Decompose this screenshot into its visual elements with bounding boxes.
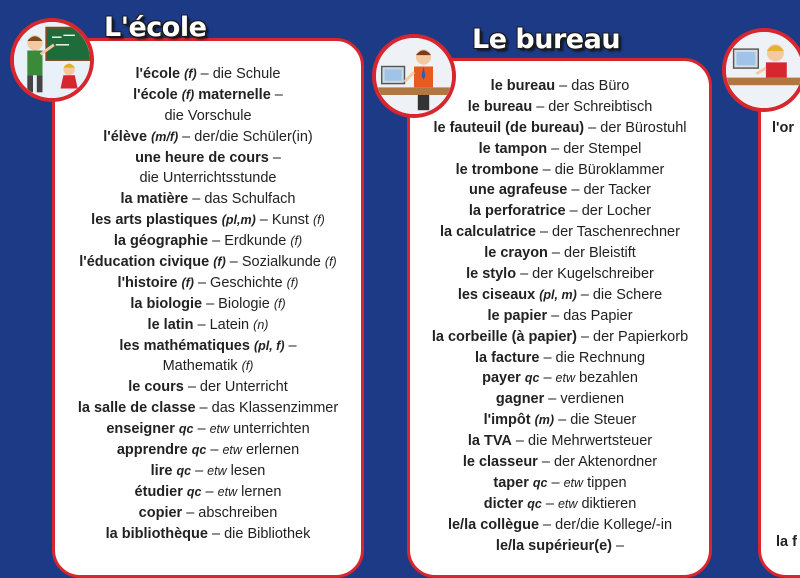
- vocab-line: [52, 524, 364, 545]
- vocab-segment: enseigner: [106, 421, 179, 438]
- vocab-line: [52, 273, 364, 294]
- vocab-line: [52, 294, 364, 315]
- vocab-segment: bezahlen: [575, 370, 638, 387]
- vocab-segment: tippen: [583, 474, 627, 491]
- vocab-segment: qc: [191, 443, 207, 458]
- vocab-segment: le papier: [487, 307, 548, 324]
- vocab-segment: gagner: [495, 391, 545, 408]
- vocab-segment: lernen: [237, 483, 282, 500]
- vocab-line: [410, 389, 710, 410]
- vocab-segment: payer: [482, 370, 525, 387]
- vocab-segment: – die Büroklammer: [538, 161, 665, 178]
- vocab-segment: – Geschichte: [193, 274, 287, 291]
- vocab-line: [52, 503, 364, 524]
- vocab-segment: etw: [209, 422, 230, 437]
- vocab-segment: – der Tacker: [567, 182, 651, 199]
- vocab-segment: qc: [186, 484, 202, 499]
- vocab-segment: –: [193, 421, 210, 438]
- vocab-segment: – die Mehrwertsteuer: [511, 433, 653, 450]
- third-panel-fragment-top: l'or: [772, 120, 794, 136]
- vocab-segment: (f): [184, 67, 197, 81]
- vocab-segment: apprendre: [116, 442, 192, 459]
- vocab-segment: – Biologie: [202, 295, 274, 312]
- vocab-segment: (f): [290, 234, 303, 249]
- vocab-line: [52, 210, 364, 231]
- vocab-segment: la biologie: [130, 295, 203, 312]
- vocab-segment: –: [547, 474, 564, 491]
- vocab-line: [410, 473, 710, 494]
- vocab-segment: la corbeille (à papier): [431, 328, 577, 345]
- vocab-segment: (f): [241, 359, 254, 374]
- vocab-line: [52, 148, 364, 169]
- vocab-segment: – der Taschenrechner: [535, 224, 680, 241]
- vocab-segment: taper: [493, 474, 533, 491]
- vocab-line: [52, 168, 364, 189]
- vocab-segment: etw: [217, 484, 238, 499]
- vocab-segment: (pl, m): [539, 287, 577, 302]
- vocab-segment: – der/die Kollege/-in: [539, 516, 673, 533]
- vocab-segment: le crayon: [484, 245, 548, 262]
- vocab-segment: – abschreiben: [182, 504, 278, 521]
- vocab-segment: le tampon: [478, 140, 548, 157]
- vocab-segment: –: [539, 370, 556, 387]
- vocab-line: [410, 201, 710, 222]
- vocab-segment: – Sozialkunde: [225, 254, 325, 271]
- vocab-line: [410, 515, 710, 536]
- vocab-segment: – der Aktenordner: [537, 454, 658, 471]
- vocab-line: [52, 189, 364, 210]
- vocab-line: [410, 118, 710, 139]
- vocab-segment: le/la collègue: [447, 516, 540, 533]
- vocab-segment: copier: [138, 504, 183, 521]
- vocab-segment: – der Unterricht: [183, 379, 288, 396]
- vocab-line: [52, 231, 364, 252]
- vocab-segment: la calculatrice: [440, 224, 536, 241]
- vocab-segment: – die Bibliothek: [207, 525, 311, 542]
- vocab-segment: – das Papier: [547, 307, 633, 324]
- vocab-segment: qc: [524, 371, 540, 386]
- vocab-line: [52, 377, 364, 398]
- vocab-line: [52, 356, 364, 377]
- vocab-segment: la géographie: [113, 233, 209, 250]
- vocab-line: [52, 461, 364, 482]
- vocab-segment: – der Kugelschreiber: [516, 266, 654, 283]
- vocab-segment: –: [201, 483, 218, 500]
- vocab-segment: (f): [181, 87, 195, 102]
- vocab-line: [52, 398, 364, 419]
- vocab-segment: l'école: [133, 86, 182, 103]
- vocab-line: [410, 180, 710, 201]
- panel-bureau-title: Le bureau: [472, 24, 621, 55]
- vocab-segment: (pl, f): [253, 338, 285, 353]
- vocab-segment: étudier: [134, 483, 187, 500]
- vocab-line: [410, 348, 710, 369]
- vocab-segment: qc: [532, 475, 548, 490]
- vocab-segment: la TVA: [467, 433, 512, 450]
- vocab-segment: – die Schule: [196, 66, 281, 82]
- vocab-segment: qc: [527, 496, 542, 511]
- vocab-segment: (pl,m): [221, 213, 256, 228]
- vocab-segment: le trombone: [455, 161, 539, 178]
- vocab-line: [410, 536, 710, 557]
- vocab-list-bureau: [410, 76, 710, 556]
- vocab-segment: (f): [286, 275, 299, 290]
- vocab-segment: la salle de classe: [77, 400, 196, 417]
- vocab-line: [52, 106, 364, 127]
- vocab-segment: –: [270, 86, 283, 103]
- vocab-segment: (f): [313, 213, 325, 228]
- vocab-line: [410, 139, 710, 160]
- vocab-segment: – die Steuer: [554, 412, 637, 429]
- vocab-segment: les ciseaux: [457, 286, 540, 303]
- vocab-segment: – der/die Schüler(in): [178, 128, 313, 145]
- vocab-segment: etw: [563, 475, 584, 490]
- vocab-segment: qc: [178, 422, 194, 437]
- vocab-segment: lire: [150, 462, 177, 479]
- vocab-segment: – die Schere: [576, 286, 663, 303]
- vocab-line: [52, 440, 364, 461]
- vocab-segment: – Erdkunde: [208, 233, 291, 250]
- vocab-segment: –: [206, 442, 223, 459]
- computer-user-illustration: [722, 28, 800, 112]
- vocab-segment: les arts plastiques: [91, 212, 222, 229]
- vocab-segment: – die Rechnung: [539, 349, 646, 366]
- vocab-segment: – der Papierkorb: [576, 328, 689, 345]
- vocab-segment: –: [191, 462, 208, 479]
- vocab-segment: die Unterrichtsstunde: [139, 170, 277, 187]
- vocab-segment: – verdienen: [544, 391, 625, 408]
- vocab-segment: –: [611, 537, 625, 554]
- vocab-segment: etw: [207, 463, 227, 478]
- vocab-segment: (f): [273, 296, 286, 311]
- vocab-segment: le cours: [128, 379, 184, 396]
- vocab-line: [52, 85, 364, 106]
- vocab-segment: – das Schulfach: [188, 191, 296, 208]
- vocab-segment: l'histoire: [117, 274, 182, 291]
- vocab-segment: le/la supérieur(e): [495, 537, 612, 554]
- vocab-segment: – der Bürostuhl: [584, 119, 687, 136]
- vocab-segment: la matière: [120, 191, 189, 208]
- vocab-segment: etw: [557, 496, 578, 511]
- vocab-line: [52, 315, 364, 336]
- vocab-list-ecole: [52, 64, 364, 544]
- vocab-segment: (f): [181, 275, 194, 290]
- vocab-segment: Mathematik: [162, 358, 242, 375]
- vocab-segment: – der Locher: [565, 203, 652, 220]
- vocab-segment: – Kunst: [255, 212, 313, 229]
- vocab-segment: –: [284, 337, 297, 354]
- vocab-segment: – das Büro: [555, 78, 630, 94]
- vocab-segment: une heure de cours: [135, 149, 269, 166]
- panel-ecole-title: L'école: [104, 12, 207, 43]
- vocab-segment: die Vorschule: [164, 107, 252, 124]
- vocab-line: [410, 76, 710, 97]
- vocab-segment: (f): [213, 255, 226, 270]
- vocab-line: [410, 222, 710, 243]
- vocab-line: [410, 160, 710, 181]
- vocab-segment: – der Bleistift: [547, 245, 636, 262]
- vocab-segment: –: [541, 495, 558, 512]
- vocab-segment: diktieren: [577, 495, 637, 512]
- vocab-segment: (m/f): [151, 129, 179, 144]
- vocab-segment: l'impôt: [483, 412, 535, 429]
- vocab-segment: – das Klassenzimmer: [195, 400, 339, 417]
- vocab-line: [52, 419, 364, 440]
- vocab-segment: dicter: [483, 495, 528, 512]
- vocab-segment: maternelle: [194, 86, 271, 103]
- vocab-line: [52, 336, 364, 357]
- vocab-segment: erlernen: [241, 442, 300, 459]
- vocab-segment: –: [268, 149, 281, 166]
- vocab-segment: le bureau: [467, 98, 533, 115]
- vocab-segment: le classeur: [462, 454, 538, 471]
- vocab-segment: l'école: [135, 66, 185, 82]
- vocab-line: [410, 431, 710, 452]
- vocab-segment: (n): [253, 317, 269, 332]
- vocab-line: [410, 264, 710, 285]
- vocab-segment: les mathématiques: [119, 337, 254, 354]
- vocab-line: [52, 482, 364, 503]
- vocab-line: [410, 410, 710, 431]
- vocab-segment: – der Schreibtisch: [532, 98, 653, 115]
- vocab-segment: le latin: [147, 316, 194, 333]
- vocab-segment: qc: [176, 463, 192, 478]
- vocab-segment: (m): [534, 413, 555, 428]
- vocab-line: [410, 452, 710, 473]
- vocab-line: [52, 127, 364, 148]
- vocab-segment: le stylo: [466, 266, 517, 283]
- vocab-segment: l'élève: [103, 128, 152, 145]
- vocab-segment: (f): [324, 255, 337, 270]
- vocab-line: [410, 97, 710, 118]
- third-panel-fragment-bottom: la f: [776, 534, 797, 550]
- vocab-segment: etw: [555, 371, 575, 386]
- vocab-segment: le bureau: [490, 78, 556, 94]
- vocab-segment: la perforatrice: [468, 203, 566, 220]
- vocab-line: [410, 285, 710, 306]
- vocab-segment: unterrichten: [229, 421, 310, 438]
- vocab-line: [52, 64, 364, 85]
- vocab-segment: le fauteuil (de bureau): [433, 119, 585, 136]
- vocab-segment: etw: [222, 443, 242, 458]
- vocab-segment: – der Stempel: [547, 140, 642, 157]
- vocab-segment: lesen: [226, 462, 266, 479]
- vocab-line: [410, 368, 710, 389]
- vocab-segment: l'éducation civique: [79, 254, 214, 271]
- vocab-line: [410, 306, 710, 327]
- vocab-line: [52, 252, 364, 273]
- vocab-segment: une agrafeuse: [469, 182, 568, 199]
- vocab-segment: la bibliothèque: [105, 525, 208, 542]
- vocab-line: [410, 327, 710, 348]
- vocab-line: [410, 243, 710, 264]
- vocab-segment: la facture: [474, 349, 540, 366]
- vocab-segment: – Latein: [193, 316, 254, 333]
- panel-third: [758, 58, 800, 578]
- vocab-line: [410, 494, 710, 515]
